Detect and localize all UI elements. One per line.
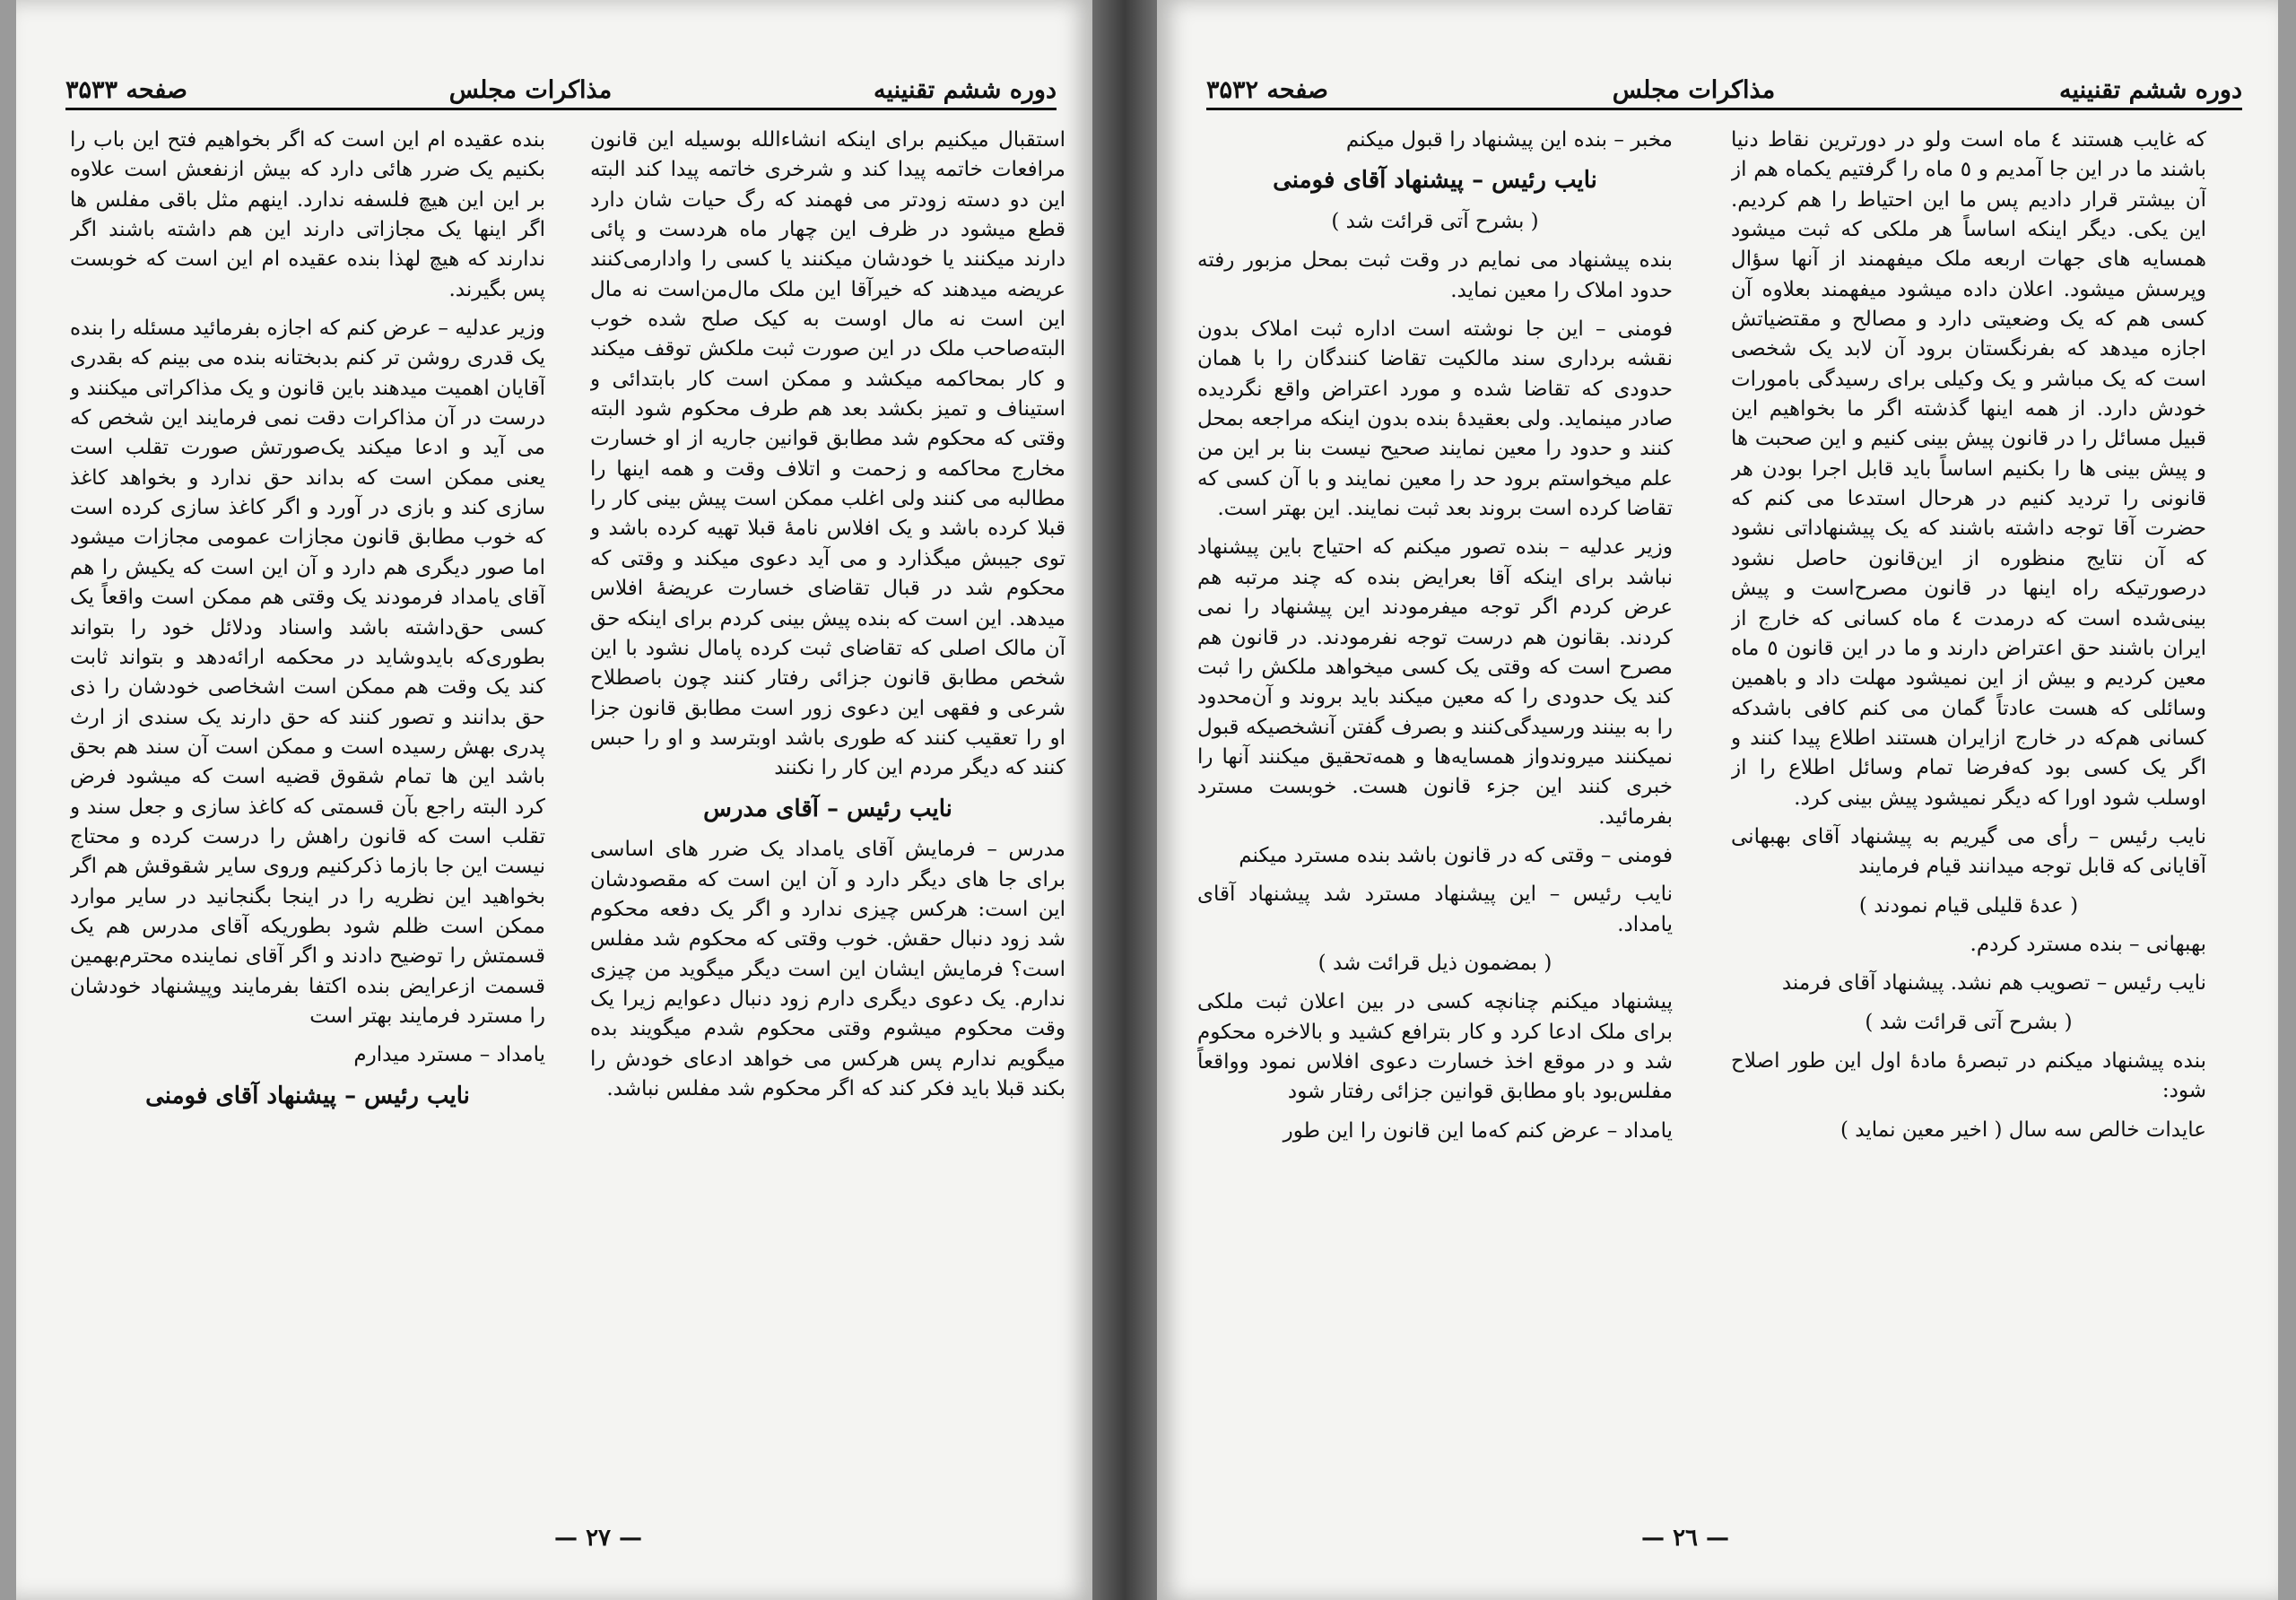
paragraph: فومنی – این جا نوشته است اداره ثبت املاک بدون نقشه برداری سند مالکیت تقاضا کنندگان را با همان حدودی که تقاضا شده و مورد اعتراض واقع نگردیده صادر مینماید. ولی بعقیدهٔ بنده بدون اینکه مراجعه بمحل کنند و حدود را معین نمایند صحیح نیست بنا بر این من علم میخواستم برود حد را معین نمایند و با آن کسی که تقاضا کرده است بروند بعد ثبت نمایند. این بهتر است. — [1197, 317, 1673, 521]
right-page-folio: — ٢٦ — — [1641, 1525, 1730, 1552]
speaker-heading: نایب رئیس – پیشنهاد آقای فومنی — [1273, 167, 1597, 195]
stage-note: ( عدهٔ قلیلی قیام نمودند ) — [1858, 893, 2079, 917]
paragraph: نایب رئیس – رأی می گیریم به پیشنهاد آقای بهبهانی آقایانی که قابل توجه میدانند قیام فرمایند — [1731, 824, 2206, 879]
paragraph: بنده پیشنهاد میکنم در تبصرهٔ مادهٔ اول این طور اصلاح شود: — [1731, 1048, 2206, 1103]
paragraph: بنده عقیده ام این است که اگر بخواهیم فتح این باب را بکنیم یک ضرر هائی دارد که بیش ازنفعش است علاوه بر این این هیچ فلسفه ندارد. اینهم مثل باقی مفلس ها اگر اینها یک مجازاتی دارند این هم داشته باشند اگر ندارند که هیچ لهذا بنده عقیده ام این است که خوبست پس بگیرند. — [70, 128, 545, 301]
left-page-right-column — [590, 126, 1065, 1525]
session-label: دوره ششم تقنینیه — [2059, 76, 2242, 104]
paragraph: مدرس – فرمایش آقای یامداد یک ضرر های اساسی برای جا های دیگر دارد و آن این است که مقصودشان این است: هرکس چیزی ندارد و اگر یک دفعه محکوم شد زود دنبال حقش. خوب وقتی که محکوم شد مفلس است؟ فرمایش ایشان این است دیگر میگوید من چیزی ندارم. یک دعوی دیگری دارم زود دنبال دعوایم زیرا یک وقت محکوم میشوم وقتی محکوم شدم میگویند بده میگویم ندارم پس هرکس می خواهد ادعای خودش را بکند قبلا باید فکر کند که اگر محکوم شد مفلس نباشد. — [590, 838, 1065, 1100]
right-page — [1157, 0, 2278, 1600]
paragraph: بهبهانی – بنده مسترد کردم. — [1970, 932, 2206, 956]
paragraph: یامداد – مسترد میدارم — [353, 1043, 545, 1067]
stage-note: ( بشرح آتی قرائت شد ) — [1331, 210, 1539, 234]
paragraph: یامداد – عرض کنم که‌ما این قانون را این طور — [1283, 1118, 1673, 1143]
paragraph: وزیر عدلیه – عرض کنم که اجازه بفرمائید مسئله را بنده یک قدری روشن تر کنم بدبختانه بنده می بینم که بقدری آقایان اهمیت میدهند باین قانون و یک مذاکراتی میکنند و درست در آن مذاکرات دقت نمی فرمایند این شخص که می آید و ادعا میکند یک‌صورتش صورت تقلب است یعنی ممکن است که بداند حق ندارد و بخواهد کاغذ سازی کند و بازی در آورد و اگر کاغذ سازی کرده است که خوب مطابق قانون مجازات عمومی مجازات میشود اما صور دیگری هم دارد و آن این است که یکیش را هم آقای یامداد فرمودند یک وقتی هم ممکن است واقعاً یک کسی حق‌داشته باشد واسناد ودلائل خود را بتواند بطوری‌که بایدوشاید در محکمه ارائه‌دهد و بتواند ثابت کند یک وقت هم ممکن است اشخاصی خودشان را ذی حق بدانند و تصور کنند که حق دارند یک سندی از ارث پدری بهش رسیده است و ممکن است آن سند هم بحق باشد این ها تمام شقوق قضیه است که میشود فرض کرد البته راجع بآن قسمتی که کاغذ سازی و جعل سند و تقلب است که قانون راهش را درست کرده و محتاج نیست این جا بازما ذکرکنیم وروی سایر شقوقش هم اگر بخواهید این نظریه را در اینجا بگنجانید در سایر موارد ممکن است ظلم شود بطوریکه آقای مدرس هم یک قسمتش را توضیح دادند و اگر آقای نماینده محترم‌بهمین قسمت ازعرایض بنده اکتفا بفرمایند وپیشنهاد خودشان را مسترد فرمایند بهتر است — [70, 317, 545, 1028]
paragraph: که غایب هستند ٤ ماه است ولو در دورترین نقاط دنیا باشند ما در این جا آمدیم و ٥ ماه را گرفتیم یکماه هم از آن بیشتر قرار دادیم پس ما این احتیاط را هم کردیم. این یکی. دیگر اینکه اساساً هر ملکی که ثبت میشود همسایه های جهات اربعه ملک میفهمند از آنها سؤال وپرسش میشود. اعلان داده میشود میفهمند بعلاوه آن کسی هم که یک وضعیتی دارد و مصالح و مقتضیاتش اجازه میدهد که بفرنگستان برود آن لابد یک شخصی است که یک مباشر و یک وکیلی برای رسیدگی بامورات خودش دارد. از همه اینها گذشته اگر ما بخواهیم این قبیل مسائل را در قانون پیش بینی کنیم و این صحبت ها و پیش بینی ها را بکنیم اساساً باید قابل اجرا بودن هر قانونی را تردید کنیم در هرحال استدعا می کنم که حضرت آقا توجه داشته باشند که یک پیشنهاداتی نشود که آن نتایج منظوره از این‌قانون حاصل نشود درصورتیکه راه اینها در قانون مصرح‌است و پیش بینی‌شده است که درمدت ٤ ماه کسانی که خارج از ایران باشند حق اعتراض دارند و ما در این قانون ٥ ماه معین کردیم و بیش از این نمیشود مهلت داد و باهمین وسائلی که هست عادتاً گمان می کنم کافی باشدکه کسانی هم‌که در خارج ازایران هستند اطلاع پیدا کنند و اگر یک کسی بود که‌فرضا تمام وسائل اطلاع را از اوسلب شود اورا که دیگر نمیشود پیش بینی کرد. — [1731, 128, 2206, 810]
left-page-left-column — [70, 126, 545, 1525]
right-page-header — [1206, 61, 2242, 110]
left-page — [16, 0, 1092, 1600]
speaker-heading: نایب رئیس – آقای مدرس — [703, 795, 952, 822]
stage-note: ( بشرح آتی قرائت شد ) — [1865, 1010, 2073, 1034]
left-page-folio: — ٢٧ — — [554, 1525, 643, 1552]
running-title: مذاکرات مجلس — [448, 76, 613, 104]
right-page-right-column — [1731, 126, 2206, 1525]
page-number: صفحه ۳۵۳۲ — [1206, 76, 1328, 104]
speaker-heading: نایب رئیس – پیشنهاد آقای فومنی — [145, 1082, 470, 1109]
paragraph: وزیر عدلیه – بنده تصور میکنم که احتیاج باین پیشنهاد نباشد برای اینکه آقا بعرایض بنده که چند مرتبه هم عرض کردم اگر توجه میفرمودند این پیشنهاد را نمی کردند. بقانون هم درست توجه نفرمودند. در قانون هم مصرح است که وقتی یک کسی میخواهد ملکش را ثبت کند یک حدودی را که معین میکند باید بروند و آن‌محدود را به بینند ورسیدگی‌کنند و بصرف گفتن آنشخصیکه قبول نمیکنند میروندواز همسایه‌ها و همه‌تحقیق میکنند آنها را خبری کنند این جزء قانون هست. خوبست مسترد بفرمائید. — [1197, 535, 1673, 829]
paragraph: پیشنهاد میکنم چنانچه کسی در بین اعلان ثبت ملکی برای ملک ادعا کرد و کار بترافع کشید و بالاخره محکوم شد و در موقع اخذ خسارت دعوی افلاس نمود وواقعاً مفلس‌بود باو مطابق قوانین جزائی رفتار شود — [1197, 990, 1673, 1104]
stage-note: ( بمضمون ذیل قرائت شد ) — [1318, 951, 1552, 975]
paragraph: نایب رئیس – تصویب هم نشد. پیشنهاد آقای فرمند — [1781, 971, 2206, 996]
book-gutter — [1092, 0, 1157, 1600]
left-page-header — [65, 61, 1057, 110]
paragraph: فومنی – وقتی که در قانون باشد بنده مسترد میکنم — [1239, 843, 1673, 867]
right-page-left-column — [1197, 126, 1673, 1525]
paragraph: بنده پیشنهاد می نمایم در وقت ثبت بمحل مزبور رفته حدود املاک را معین نماید. — [1197, 248, 1673, 302]
paragraph: مخبر – بنده این پیشنهاد را قبول میکنم — [1345, 128, 1673, 152]
paragraph: استقبال میکنیم برای اینکه انشاءالله بوسیله این قانون مرافعات خاتمه پیدا کند و شرخری خاتمه پیدا کند البته این دو دسته زودتر می فهمند که رگ حیات شان دارد قطع میشود در ظرف این چهار ماه هردست و پائی دارند میکنند یا خودشان میکنند یا کسی را وادارمی‌کنند عریضه میدهند که خیرآقا این ملک مال‌من‌است نه مال این است نه مال اوست به کیک صلح شده خوب البته‌صاحب ملک در این صورت ثبت ملکش توقف میکند و کار بمحاکمه میکشد و ممکن است کار بابتدائی و استیناف و تمیز بکشد بعد هم طرف محکوم شود البته وقتی که محکوم شد مطابق قوانین جاریه از او خسارت مخارج محاکمه و زحمت و اتلاف وقت و همه اینها را مطالبه می کنند ولی اغلب ممکن است پیش بینی کار را قبلا کرده باشد و یک افلاس نامهٔ قبلا تهیه کرده باشد و توی جیبش میگذارد و می آید دعوی میکند و وقتی که محکوم شد در قبال تقاضای خسارت عریضهٔ افلاس میدهد. این است که بنده پیش بینی کردم برای اینکه حق آن مالک اصلی که تقاضای ثبت کرده پامال نشود با این شخص مطابق قانون جزائی رفتار کنند چون باصطلاح شرعی و فقهی این دعوی زور است مطابق قانون جزا او را تعقیب کنند که طوری باشد اوبترسد و او را حبس کنند که دیگر مردم این کار را نکنند — [590, 128, 1065, 780]
page-number: صفحه ۳۵۳۳ — [65, 76, 187, 104]
paragraph: نایب رئیس – این پیشنهاد مسترد شد پیشنهاد آقای یامداد. — [1197, 883, 1673, 936]
running-title: مذاکرات مجلس — [1612, 76, 1776, 104]
paragraph: عایدات خالص سه سال ( اخیر معین نماید ) — [1840, 1117, 2206, 1142]
session-label: دوره ششم تقنینیه — [874, 76, 1057, 104]
